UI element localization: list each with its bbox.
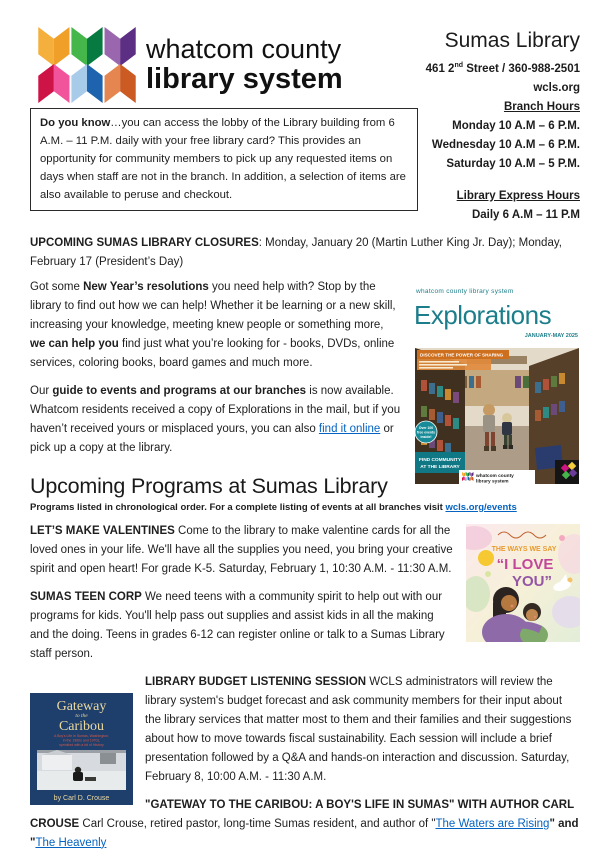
valentines-paragraph <box>30 522 580 590</box>
closures-paragraph <box>30 234 580 272</box>
caribou-byline: by Carl D. Crouse <box>53 794 110 802</box>
gateway-label: "GATEWAY TO THE CARIBOU: A BOY'S LIFE IN SUMAS" WITH AUTHOR CARL CROUSE <box>30 798 574 830</box>
caribou-title-1: Gateway <box>56 698 107 714</box>
header <box>30 26 580 225</box>
explorations-cover-photo <box>414 348 580 484</box>
hours-monday: Monday 10 A.M – 6 P.M. <box>452 119 580 132</box>
love-you-book-cover-art <box>466 524 580 642</box>
footer-logo-line2: library system <box>476 479 509 484</box>
closures-label: UPCOMING SUMAS LIBRARY CLOSURES <box>30 236 259 249</box>
logo-line2: library system <box>146 63 343 95</box>
programs-intro <box>30 502 580 513</box>
teen-corp-text: We need teens with a community spirit to help out with our programs for kids. You'll help pass out supplies and assist kids in all the making and the doing. Teens in grades 6-12 can register online or talk to a Sumas Library staff person. <box>30 590 445 660</box>
branch-hours-label: Branch Hours <box>503 100 580 113</box>
love-you-title-1: “I LOVE <box>496 555 554 573</box>
gateway-b: " and " <box>30 817 579 849</box>
caribou-sub-3: sprinkled with a bit of History <box>59 742 104 747</box>
wcls-logo-icon <box>38 27 136 103</box>
love-you-title-2: YOU” <box>511 572 553 590</box>
branch-website[interactable]: wcls.org <box>533 81 580 94</box>
explorations-magazine-cover <box>414 282 580 484</box>
budget-label: LIBRARY BUDGET LISTENING SESSION <box>145 675 367 688</box>
budget-text: WCLS administrators will review the library system's budget forecast and ask community members for their input about the library services that matter most to them and their families and their suggestions about how to move towards fiscal sustainability. Each session will include a brief presentation followed by a Q&A and hands-on interaction and discussion. Saturday, February 8, 10:00 A.M. - 11:30 A.M. <box>145 675 572 783</box>
logo-line1: whatcom county <box>146 34 342 64</box>
gateway-a: Carl Crouse, retired pastor, long-time Sumas resident, and author of " <box>79 817 436 830</box>
badge-line1: Over 100 <box>418 425 434 430</box>
guide-a: Our <box>30 384 53 397</box>
header-left <box>30 26 418 225</box>
caribou-book-cover-art <box>30 693 133 805</box>
new-year-a: Got some <box>30 280 84 293</box>
guide-d: or pick up a copy at the library. <box>30 422 394 454</box>
caribou-sub-2: in the 1960s and 1970s, <box>62 738 101 743</box>
new-year-c: you need help with? Stop by the library to find out how we can help! Whether it be learning or a new skill, increasing your knowledge, meeting knew people or something more, <box>30 280 396 331</box>
guide-c: is now available. Whatcom residents received a copy of Explorations in the mail, but if you haven’t received yours or misplaced yours, you can also <box>30 384 401 435</box>
notice-lead: Do you know <box>40 117 111 129</box>
waters-rising-link[interactable]: The Waters are Rising <box>435 817 550 830</box>
wcls-logo-text <box>146 36 343 94</box>
caribou-sub-1: A Boy's Life in Sumas, Washington, <box>53 733 110 738</box>
branch-info <box>426 26 580 225</box>
notice-text: …you can access the lobby of the Library building from 6 A.M. – 11 P.M. daily with your free library card? This provides an opportunity for community members to pick up any requested items on days when staff are not in the branch. In addition, a selection of items are also available to peruse and checkout. <box>40 117 406 201</box>
branch-name: Sumas Library <box>444 29 580 52</box>
programs-section-title: Upcoming Programs at Sumas Library <box>30 473 388 498</box>
caribou-title-3: Caribou <box>58 718 105 734</box>
closures-text: : Monday, January 20 (Martin Luther King Jr. Day); Monday, February 17 (President’s Day) <box>30 236 562 268</box>
cover-banner-text: DISCOVER THE POWER OF SHARING <box>420 352 504 358</box>
the-heavenly-link[interactable]: The Heavenly <box>35 836 107 849</box>
hours-saturday: Saturday 10 A.M – 5 P.M. <box>446 157 580 170</box>
hours-wednesday: Wednesday 10 A.M – 6 P.M. <box>431 138 580 151</box>
find-it-online-link[interactable]: find it online <box>318 422 381 435</box>
caribou-book-cover <box>30 693 133 812</box>
footer-logo-line1: whatcom county <box>476 473 514 479</box>
new-year-d: we can help you <box>30 337 119 350</box>
badge-line2: free events <box>417 430 435 435</box>
valentines-label: LET’S MAKE VALENTINES <box>30 524 175 537</box>
caribou-title-2: to the <box>75 712 88 719</box>
explorations-issue: JANUARY-MAY 2025 <box>524 332 578 339</box>
valentines-text: Come to the library to make valentine cards for all the loved ones in your life. We'll have all the supplies you need, you bring your creative spirit and open heart! For grade K-5. Saturday, February 1, 10:30 A.M. - 11:30 A.M. <box>30 524 453 575</box>
spacer <box>426 174 580 187</box>
badge-line3: inside! <box>420 434 432 439</box>
explorations-title: Explorations <box>414 299 552 330</box>
love-you-title-top: THE WAYS WE SAY <box>491 545 557 553</box>
wcls-logo <box>38 26 418 104</box>
express-hours-label: Library Express Hours <box>456 189 580 202</box>
branch-address: 461 2nd Street / 360-988-2501 <box>425 62 580 75</box>
express-hours: Daily 6 A.M – 11 P.M <box>471 208 580 221</box>
programs-intro-text: Programs listed in chronological order. For a complete listing of events at all branches visit <box>30 501 446 513</box>
explorations-masthead: whatcom county library system <box>416 287 514 295</box>
new-year-e: find just what you’re looking for - books, DVDs, online services, coloring books, board games and much more. <box>30 337 395 369</box>
community-line2: AT THE LIBRARY <box>420 464 460 470</box>
library-aisle-photo <box>414 348 580 484</box>
guide-b: guide to events and programs at our branches <box>52 384 307 397</box>
community-line1: FIND COMMUNITY <box>418 457 462 463</box>
wcls-events-link[interactable]: wcls.org/events <box>445 501 517 513</box>
lobby-access-notice-box <box>30 108 418 211</box>
new-year-b: New Year’s resolutions <box>83 280 209 293</box>
love-you-book-cover <box>466 524 580 649</box>
teen-corp-label: SUMAS TEEN CORP <box>30 590 142 603</box>
budget-session-paragraph <box>30 673 580 802</box>
